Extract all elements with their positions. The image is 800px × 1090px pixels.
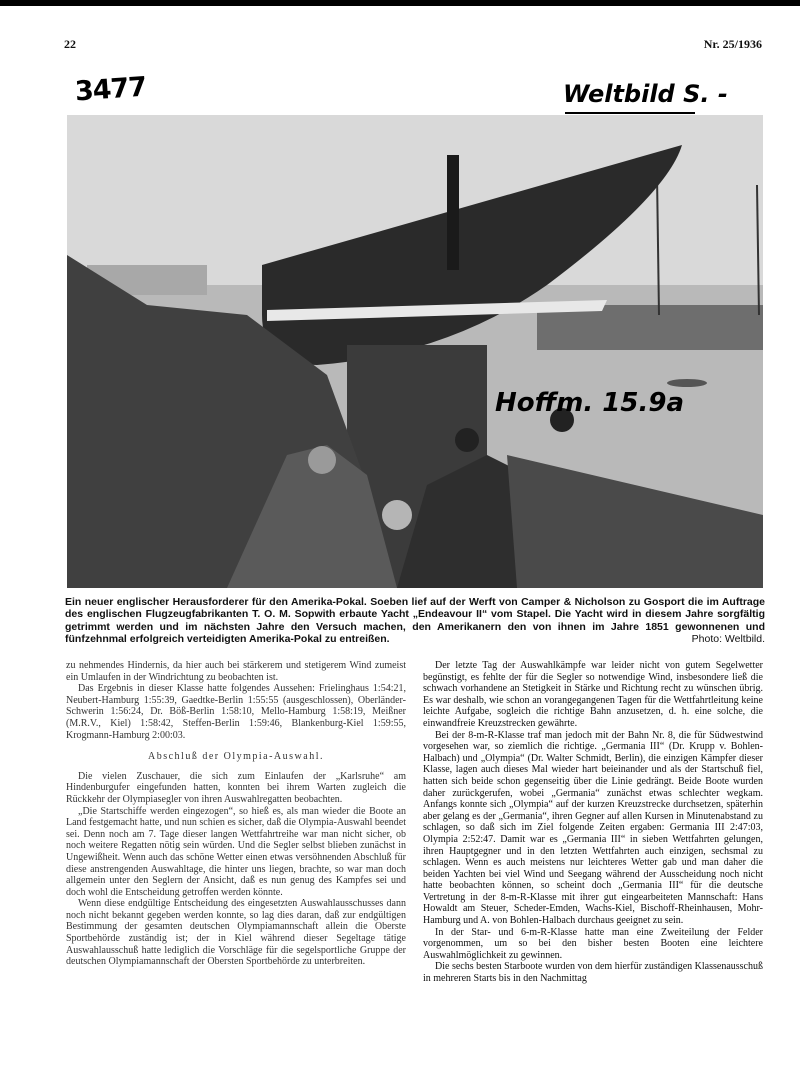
- handwritten-source-text: Weltbild S. -: [563, 80, 728, 108]
- section-heading: Abschluß der Olympia-Auswahl.: [148, 751, 324, 763]
- right-paragraph-3: In der Star- und 6-m-R-Klasse hatte man eine Zweiteilung der Felder vorgenommen, um so bei den bisher besten Booten eine leichtere Auswahlmöglichkeit zu gewinnen.: [423, 926, 763, 961]
- right-paragraph-2: Bei der 8-m-R-Klasse traf man jedoch mit der Bahn Nr. 8, die für Südwestwind vorgesehen war, so ziemlich die richtige. „Germania III“ (Dr. Krupp v. Bohlen-Halbach) und „Olympia“ (Dr. Walter Schmidt, Berlin), die einzigen Kämpfer dieser Klasse, lagen auch dieses Mal wieder hart beieinander und als der Startschuß fiel, hatten sich beide schon gegenseitig über die Linie gedrängt. Beide Boote wurden daher zurückgerufen, wobei „Germania“ zunächst etwas schlechter wegkam. Anfangs konnte sich „Olympia“ auf der kurzen Kreuzstrecke durchsetzen, späterhin aber gelang es der „Germania“, ihren Gegner auf allen Kursen in Minutenabstand zu schlagen, so daß sich im Ziel folgende Zeiten ergaben: Germania III 2:47:03, Olympia 2:52:47. Damit war es „Germania III“ in sieben Wettfahrten gelungen, ihren Hauptgegner und in den letzten Wettfahrten auch einzigen, sechsmal zu schlagen. Wenn es auch meistens nur leichteres Wetter gab und man daher die beiden Yachten bei viel Wind und Seegang während der Ausscheidung noch nicht hatte beobachten können, so scheint doch „Germania III“ für die deutsche Vertretung in der 8-m-R-Klasse mit ihrer gut eingearbeiteten Mannschaft: Hans Howaldt am Steuer, Scheder-Emden, Wachs-Kiel, Bischoff-Rheinhausen, Mohr-Hamburg und A. von Bohlen-Halbach durchaus geeignet zu sein.: [423, 729, 763, 927]
- photo-caption: [65, 596, 765, 646]
- top-rule: [0, 0, 800, 6]
- spectator-head-2: [382, 500, 412, 530]
- left-paragraph-3: Die vielen Zuschauer, die sich zum Einlaufen der „Karlsruhe“ am Hindenburgufer eingefunden hatten, konnten bei ihrem Warten zugleich die Rückkehr der Olympiasegler von ihren Auswahlregatten beobachten.: [66, 770, 406, 805]
- left-column: [66, 660, 406, 968]
- caption-text: Ein neuer englischer Herausforderer für den Amerika-Pokal. Soeben lief auf der Werft von Camper & Nicholson zu Gosport die im Auftrage des englischen Flugzeugfabrikanten T. O. M. Sopwith erbaute Yacht „Endeavour II“ vom Stapel. Die Yacht wird in diesem Jahre sorgfältig getrimmt werden und im nächsten Jahre den Versuch machen, den Amerikanern den von ihnen im Jahre 1851 gewonnenen und fünfzehnmal erfolgreich verteidigten Amerika-Pokal zu entreißen.: [65, 596, 765, 646]
- photo-illustration: [67, 115, 763, 588]
- handwriting-underline: [565, 112, 695, 114]
- yacht-launch-photo: [67, 115, 763, 588]
- left-paragraph-1: zu nehmendes Hindernis, da hier auch bei stärkerem und stetigerem Wind zumeist ein Umlaufen in der Windrichtung zu beobachten ist.: [66, 660, 406, 683]
- handwritten-archive-number: 3477: [74, 71, 148, 108]
- photo-credit: Photo: Weltbild.: [688, 633, 765, 645]
- rudder: [447, 155, 459, 270]
- page-number: 22: [64, 37, 76, 51]
- right-paragraph-1: Der letzte Tag der Auswahlkämpfe war leider nicht von gutem Segelwetter begünstigt, es fehlte der für die Segler so notwendige Wind, insbesondere ließ die schwach vorhandene an Stetigkeit in Stärke und Richtung recht zu wünschen übrig. Es war deshalb, wie schon an vorangegangenen Tagen für die Wettfahrtleitung keine leichte Aufgabe, sogleich die richtige Bahn anzusetzen, d. h. eine solche, die einwandfreie Kreuzstrecken gewährte.: [423, 660, 763, 729]
- right-paragraph-4: Die sechs besten Starboote wurden von dem hierfür zuständigen Klassenausschuß in mehreren Starts bis in den Nachmittag: [423, 961, 763, 985]
- rowboat: [667, 379, 707, 387]
- spectator-head-1: [308, 446, 336, 474]
- issue-number: Nr. 25/1936: [703, 37, 762, 51]
- spectator-head-4: [455, 428, 479, 452]
- left-paragraph-2: Das Ergebnis in dieser Klasse hatte folgendes Aussehen: Frielinghaus 1:54:21, Neubert-Hamburg 1:55:39, Gaedtke-Berlin 1:55:55 (ausgeschlossen), Oberländer-Schwerin 1:56:24, Dr. Böß-Berlin 1:58:10, Mello-Hamburg 1:58:19, Meißner (M.R.V., Kiel) 1:58:42, Steffen-Berlin 1:59:46, Blankenburg-Kiel 1:59:55, Krogmann-Hamburg 2:00:03.: [66, 683, 406, 741]
- left-paragraph-4: „Die Startschiffe werden eingezogen“, so hieß es, als man wieder die Boote an Land festgemacht hatte, und nun schien es sicher, daß die Olympia-Auswahl beendet sei. Denn noch am 7. Tage dieser langen Wettfahrtreihe war man nicht sicher, ob noch weitere Regatten nötig sein würden. Und die Segler selbst blieben zunächst in Ungewißheit. Wenn auch das schöne Wetter einen etwas versöhnenden Abschluß für diese anstrengenden Auswahltage, die hinter uns liegen, brachte, so war man doch allgemein unter den Seglern der Ansicht, daß es nun genug des Kampfes sei und doch wohl die Entscheidung getroffen werden könnte.: [66, 805, 406, 898]
- right-column: [423, 660, 763, 985]
- handwritten-photo-note: Hoffm. 15.9a: [495, 388, 684, 418]
- left-paragraph-5: Wenn diese endgültige Entscheidung des eingesetzten Auswahlausschusses dann noch nicht bekannt gegeben werden konnte, so lag dies daran, daß zur endgültigen Bestimmung der gesamten deutschen Olympiamannschaft allein die Oberste Sportbehörde zuständig ist; der in Kiel während dieser Segeltage tätige Auswahlausschuß hatte lediglich die Vorschläge für die segelsportliche Gruppe der deutschen Olympiamannschaft der Obersten Sportbehörde zu unterbreiten.: [66, 898, 406, 968]
- handwritten-source-note: [563, 80, 728, 108]
